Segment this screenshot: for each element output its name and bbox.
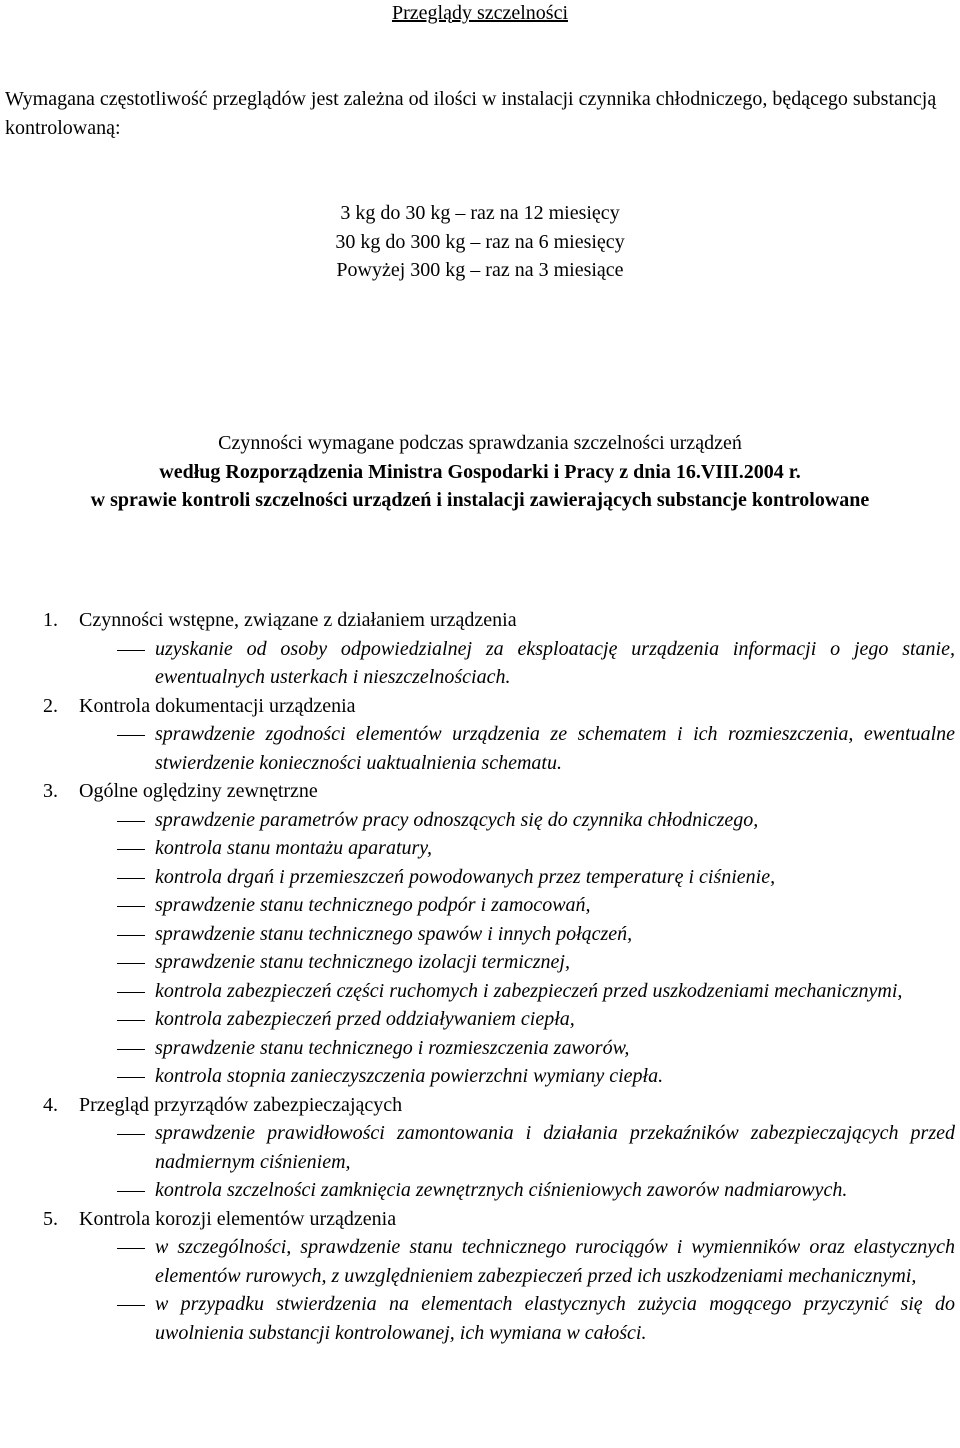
list-item	[0, 1233, 960, 1290]
frequency-item: 30 kg do 300 kg – raz na 6 miesięcy	[335, 230, 625, 253]
section	[0, 777, 960, 1091]
dash-bullet-icon	[117, 963, 145, 964]
list-item	[0, 834, 960, 863]
section	[0, 1091, 960, 1205]
list-item-text: sprawdzenie stanu technicznego i rozmieszczenia zaworów,	[155, 1036, 630, 1059]
frequency-item: Powyżej 300 kg – raz na 3 miesiące	[336, 259, 624, 281]
list-item-text: sprawdzenie parametrów pracy odnoszących się do czynnika chłodniczego,	[155, 808, 759, 831]
list-item-text: kontrola zabezpieczeń przed oddziaływaniem ciepła,	[155, 1008, 575, 1030]
dash-bullet-icon	[117, 650, 145, 651]
frequency-list	[0, 199, 960, 285]
list-item	[0, 806, 960, 835]
section-heading-text: Ogólne oględziny zewnętrzne	[79, 780, 318, 802]
regulation-line: według Rozporządzenia Ministra Gospodarki i Pracy z dnia 16.VIII.2004 r.	[159, 460, 801, 483]
list-item	[0, 720, 960, 777]
regulation-heading	[0, 429, 960, 515]
list-item-text: sprawdzenie stanu technicznego podpór i zamocowań,	[155, 894, 591, 916]
list-item	[0, 863, 960, 892]
section-number: 1.	[43, 609, 58, 631]
dash-bullet-icon	[117, 1077, 145, 1078]
section-heading-text: Kontrola korozji elementów urządzenia	[79, 1207, 397, 1230]
dash-bullet-icon	[117, 735, 145, 736]
list-item	[0, 1176, 960, 1205]
list-item	[0, 635, 960, 692]
dash-bullet-icon	[117, 821, 145, 822]
list-item	[0, 1290, 960, 1347]
regulation-line: w sprawie kontroli szczelności urządzeń i instalacji zawierających substancje kontrolowane	[90, 489, 870, 511]
list-item-text: sprawdzenie zgodności elementów urządzenia ze schematem i ich rozmieszczenia, ewentualne stwierdzenie konieczności uaktualnienia schematu.	[155, 723, 955, 774]
section	[0, 692, 960, 778]
list-item-text: kontrola zabezpieczeń części ruchomych i zabezpieczeń przed uszkodzeniami mechanicznymi,	[155, 979, 903, 1002]
section	[0, 1205, 960, 1348]
intro-paragraph: Wymagana częstotliwość przeglądów jest zależna od ilości w instalacji czynnika chłodniczego, będącego substancją kontrolowaną:	[5, 88, 937, 139]
section-heading	[0, 777, 960, 806]
section-heading	[0, 692, 960, 721]
list-item-text: sprawdzenie stanu technicznego spawów i innych połączeń,	[155, 922, 633, 945]
dash-bullet-icon	[117, 1191, 145, 1192]
list-item	[0, 1034, 960, 1063]
list-item-text: sprawdzenie prawidłowości zamontowania i działania przekaźników zabezpieczających przed nadmiernym ciśnieniem,	[155, 1122, 955, 1173]
section-number: 4.	[43, 1093, 58, 1116]
list-item-text: kontrola drgań i przemieszczeń powodowanych przez temperaturę i ciśnienie,	[155, 865, 776, 888]
list-item	[0, 977, 960, 1006]
section	[0, 606, 960, 692]
dash-bullet-icon	[117, 935, 145, 936]
list-item	[0, 1005, 960, 1034]
list-item-text: w szczególności, sprawdzenie stanu technicznego rurociągów i wymienników oraz elastycznych elementów rurowych, z uwzględnieniem zabezpieczeń przed ich uszkodzeniami mechanicznymi,	[155, 1236, 955, 1287]
section-heading	[0, 1091, 960, 1120]
dash-bullet-icon	[117, 1020, 145, 1021]
section-heading-text: Kontrola dokumentacji urządzenia	[79, 694, 356, 717]
list-item-text: uzyskanie od osoby odpowiedzialnej za eksploatację urządzenia informacji o jego stanie, ewentualnych usterkach i nieszczelnościach.	[155, 637, 955, 688]
dash-bullet-icon	[117, 1305, 145, 1306]
dash-bullet-icon	[117, 906, 145, 907]
dash-bullet-icon	[117, 1134, 145, 1135]
list-item	[0, 920, 960, 949]
dash-bullet-icon	[117, 992, 145, 993]
section-number: 3.	[43, 780, 58, 802]
list-item-text: sprawdzenie stanu technicznego izolacji termicznej,	[155, 951, 570, 973]
list-item	[0, 948, 960, 977]
list-item	[0, 1062, 960, 1091]
section-number: 2.	[43, 694, 58, 717]
sections-list	[0, 606, 960, 1347]
section-heading	[0, 606, 960, 635]
section-number: 5.	[43, 1207, 58, 1230]
dash-bullet-icon	[117, 849, 145, 850]
section-heading-text: Czynności wstępne, związane z działaniem urządzenia	[79, 609, 517, 631]
regulation-line: Czynności wymagane podczas sprawdzania szczelności urządzeń	[218, 432, 742, 454]
dash-bullet-icon	[117, 1248, 145, 1249]
document-title: Przeglądy szczelności	[391, 2, 569, 24]
list-item-text: w przypadku stwierdzenia na elementach elastycznych zużycia mogącego przyczynić się do uwolnienia substancji kontrolowanej, ich wymiana w całości.	[155, 1293, 955, 1344]
list-item	[0, 891, 960, 920]
list-item-text: kontrola stopnia zanieczyszczenia powierzchni wymiany ciepła.	[155, 1065, 664, 1087]
list-item-text: kontrola szczelności zamknięcia zewnętrznych ciśnieniowych zaworów nadmiarowych.	[155, 1179, 848, 1201]
section-heading-text: Przegląd przyrządów zabezpieczających	[79, 1093, 403, 1116]
dash-bullet-icon	[117, 878, 145, 879]
dash-bullet-icon	[117, 1049, 145, 1050]
section-heading	[0, 1205, 960, 1234]
list-item	[0, 1119, 960, 1176]
list-item-text: kontrola stanu montażu aparatury,	[155, 837, 433, 859]
frequency-item: 3 kg do 30 kg – raz na 12 miesięcy	[340, 202, 620, 224]
